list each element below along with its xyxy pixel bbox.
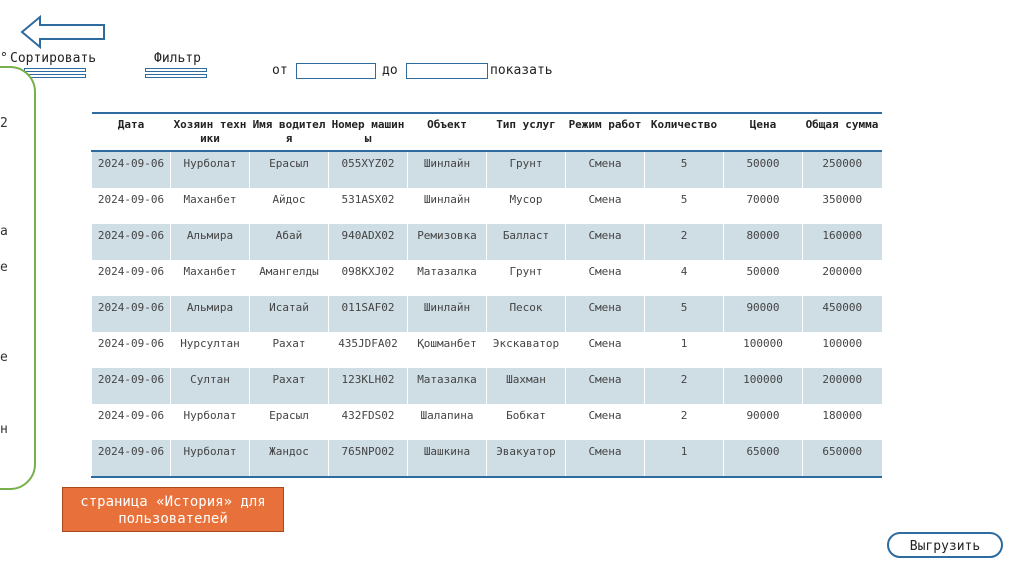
cell-owner: Нурболат xyxy=(171,151,250,188)
cell-site: Шалапина xyxy=(408,404,487,440)
cell-service: Шахман xyxy=(487,368,566,404)
side-panel-char: a xyxy=(0,224,8,239)
cell-site: Ремизовка xyxy=(408,224,487,260)
cell-site: Шинлайн xyxy=(408,188,487,224)
export-button[interactable]: Выгрузить xyxy=(887,532,1003,558)
cell-driver: Айдос xyxy=(250,188,329,224)
cell-quantity: 5 xyxy=(645,296,724,332)
cell-service: Балласт xyxy=(487,224,566,260)
table-row[interactable] xyxy=(92,440,882,477)
cell-quantity: 5 xyxy=(645,151,724,188)
side-panel-char: 2 xyxy=(0,116,8,131)
cell-service: Бобкат xyxy=(487,404,566,440)
cell-service: Эвакуатор xyxy=(487,440,566,477)
cell-quantity: 2 xyxy=(645,224,724,260)
cell-date: 2024-09-06 xyxy=(92,260,171,296)
cell-quantity: 4 xyxy=(645,260,724,296)
side-panel-char: e xyxy=(0,350,8,365)
cell-mode: Смена xyxy=(566,260,645,296)
column-header-quantity[interactable]: Количество xyxy=(645,113,724,151)
cell-price: 90000 xyxy=(724,296,803,332)
table-row[interactable] xyxy=(92,188,882,224)
column-header-site[interactable]: Объект xyxy=(408,113,487,151)
cell-plate: 940ADX02 xyxy=(329,224,408,260)
cell-driver: Ерасыл xyxy=(250,404,329,440)
cell-quantity: 5 xyxy=(645,188,724,224)
sort-bar-bottom xyxy=(24,74,86,78)
history-table xyxy=(91,112,882,478)
column-header-plate[interactable]: Номер машины xyxy=(329,113,408,151)
cell-driver: Ерасыл xyxy=(250,151,329,188)
cell-quantity: 1 xyxy=(645,332,724,368)
cell-mode: Смена xyxy=(566,332,645,368)
column-header-mode[interactable]: Режим работ xyxy=(566,113,645,151)
cell-total: 100000 xyxy=(803,332,882,368)
cell-price: 50000 xyxy=(724,151,803,188)
cell-date: 2024-09-06 xyxy=(92,332,171,368)
table-row[interactable] xyxy=(92,224,882,260)
cell-total: 160000 xyxy=(803,224,882,260)
cell-owner: Султан xyxy=(171,368,250,404)
cell-total: 650000 xyxy=(803,440,882,477)
filter-bar-top xyxy=(145,68,207,72)
side-panel-char: н xyxy=(0,422,8,437)
from-label: от xyxy=(272,63,288,78)
cell-price: 50000 xyxy=(724,260,803,296)
cell-driver: Исатай xyxy=(250,296,329,332)
table-row[interactable] xyxy=(92,151,882,188)
history-page-note: страница «История» для пользователей xyxy=(62,487,284,532)
cell-mode: Смена xyxy=(566,440,645,477)
cell-mode: Смена xyxy=(566,368,645,404)
cell-service: Грунт xyxy=(487,260,566,296)
cell-mode: Смена xyxy=(566,188,645,224)
cell-plate: 765NPO02 xyxy=(329,440,408,477)
filter-label[interactable]: Фильтр xyxy=(154,51,201,66)
sort-prefix: ° xyxy=(0,51,8,66)
cell-site: Матазалка xyxy=(408,368,487,404)
table-row[interactable] xyxy=(92,368,882,404)
cell-price: 100000 xyxy=(724,332,803,368)
cell-service: Мусор xyxy=(487,188,566,224)
cell-site: Шашкина xyxy=(408,440,487,477)
cell-owner: Нурболат xyxy=(171,440,250,477)
cell-driver: Амангелды xyxy=(250,260,329,296)
cell-owner: Маханбет xyxy=(171,188,250,224)
table-row[interactable] xyxy=(92,404,882,440)
cell-total: 200000 xyxy=(803,260,882,296)
cell-site: Қошманбет xyxy=(408,332,487,368)
sort-dropdown[interactable] xyxy=(24,68,86,80)
to-label: до xyxy=(382,63,398,78)
cell-mode: Смена xyxy=(566,224,645,260)
filter-dropdown[interactable] xyxy=(145,68,207,80)
cell-site: Матазалка xyxy=(408,260,487,296)
table-row[interactable] xyxy=(92,260,882,296)
cell-service: Грунт xyxy=(487,151,566,188)
sort-bar-top xyxy=(24,68,86,72)
cell-total: 200000 xyxy=(803,368,882,404)
cell-total: 450000 xyxy=(803,296,882,332)
side-panel-char: e xyxy=(0,260,8,275)
cell-date: 2024-09-06 xyxy=(92,224,171,260)
cell-service: Песок xyxy=(487,296,566,332)
column-header-date[interactable]: Дата xyxy=(92,113,171,151)
cell-plate: 055XYZ02 xyxy=(329,151,408,188)
cell-plate: 531ASX02 xyxy=(329,188,408,224)
cell-plate: 098KXJ02 xyxy=(329,260,408,296)
show-button[interactable]: показать xyxy=(490,63,553,78)
back-arrow-icon[interactable] xyxy=(20,14,108,50)
to-date-input[interactable] xyxy=(406,63,488,79)
cell-plate: 435JDFA02 xyxy=(329,332,408,368)
sort-label[interactable]: Сортировать xyxy=(10,51,97,66)
cell-owner: Альмира xyxy=(171,296,250,332)
cell-date: 2024-09-06 xyxy=(92,440,171,477)
filter-bar-bottom xyxy=(145,74,207,78)
cell-date: 2024-09-06 xyxy=(92,404,171,440)
column-header-total[interactable]: Общая сумма xyxy=(803,113,882,151)
cell-date: 2024-09-06 xyxy=(92,188,171,224)
column-header-service[interactable]: Тип услуг xyxy=(487,113,566,151)
cell-mode: Смена xyxy=(566,151,645,188)
cell-owner: Нурболат xyxy=(171,404,250,440)
cell-plate: 123KLH02 xyxy=(329,368,408,404)
cell-site: Шинлайн xyxy=(408,151,487,188)
cell-plate: 432FDS02 xyxy=(329,404,408,440)
cell-quantity: 2 xyxy=(645,368,724,404)
cell-service: Экскаватор xyxy=(487,332,566,368)
cell-site: Шинлайн xyxy=(408,296,487,332)
column-header-owner[interactable]: Хозяин техники xyxy=(171,113,250,151)
cell-date: 2024-09-06 xyxy=(92,368,171,404)
cell-driver: Жандос xyxy=(250,440,329,477)
cell-owner: Нурсултан xyxy=(171,332,250,368)
column-header-driver[interactable]: Имя водителя xyxy=(250,113,329,151)
cell-mode: Смена xyxy=(566,296,645,332)
from-date-input[interactable] xyxy=(296,63,376,79)
cell-driver: Рахат xyxy=(250,332,329,368)
cell-price: 90000 xyxy=(724,404,803,440)
cell-quantity: 2 xyxy=(645,404,724,440)
cell-total: 180000 xyxy=(803,404,882,440)
cell-driver: Абай xyxy=(250,224,329,260)
table-row[interactable] xyxy=(92,296,882,332)
cell-total: 350000 xyxy=(803,188,882,224)
table-row[interactable] xyxy=(92,332,882,368)
table-body xyxy=(92,151,882,477)
cell-quantity: 1 xyxy=(645,440,724,477)
cell-mode: Смена xyxy=(566,404,645,440)
cell-plate: 011SAF02 xyxy=(329,296,408,332)
cell-owner: Маханбет xyxy=(171,260,250,296)
cell-price: 80000 xyxy=(724,224,803,260)
cell-total: 250000 xyxy=(803,151,882,188)
table-header-row xyxy=(92,113,882,151)
cell-owner: Альмира xyxy=(171,224,250,260)
column-header-price[interactable]: Цена xyxy=(724,113,803,151)
cell-date: 2024-09-06 xyxy=(92,151,171,188)
cell-driver: Рахат xyxy=(250,368,329,404)
cell-price: 100000 xyxy=(724,368,803,404)
cell-price: 65000 xyxy=(724,440,803,477)
cell-price: 70000 xyxy=(724,188,803,224)
cell-date: 2024-09-06 xyxy=(92,296,171,332)
